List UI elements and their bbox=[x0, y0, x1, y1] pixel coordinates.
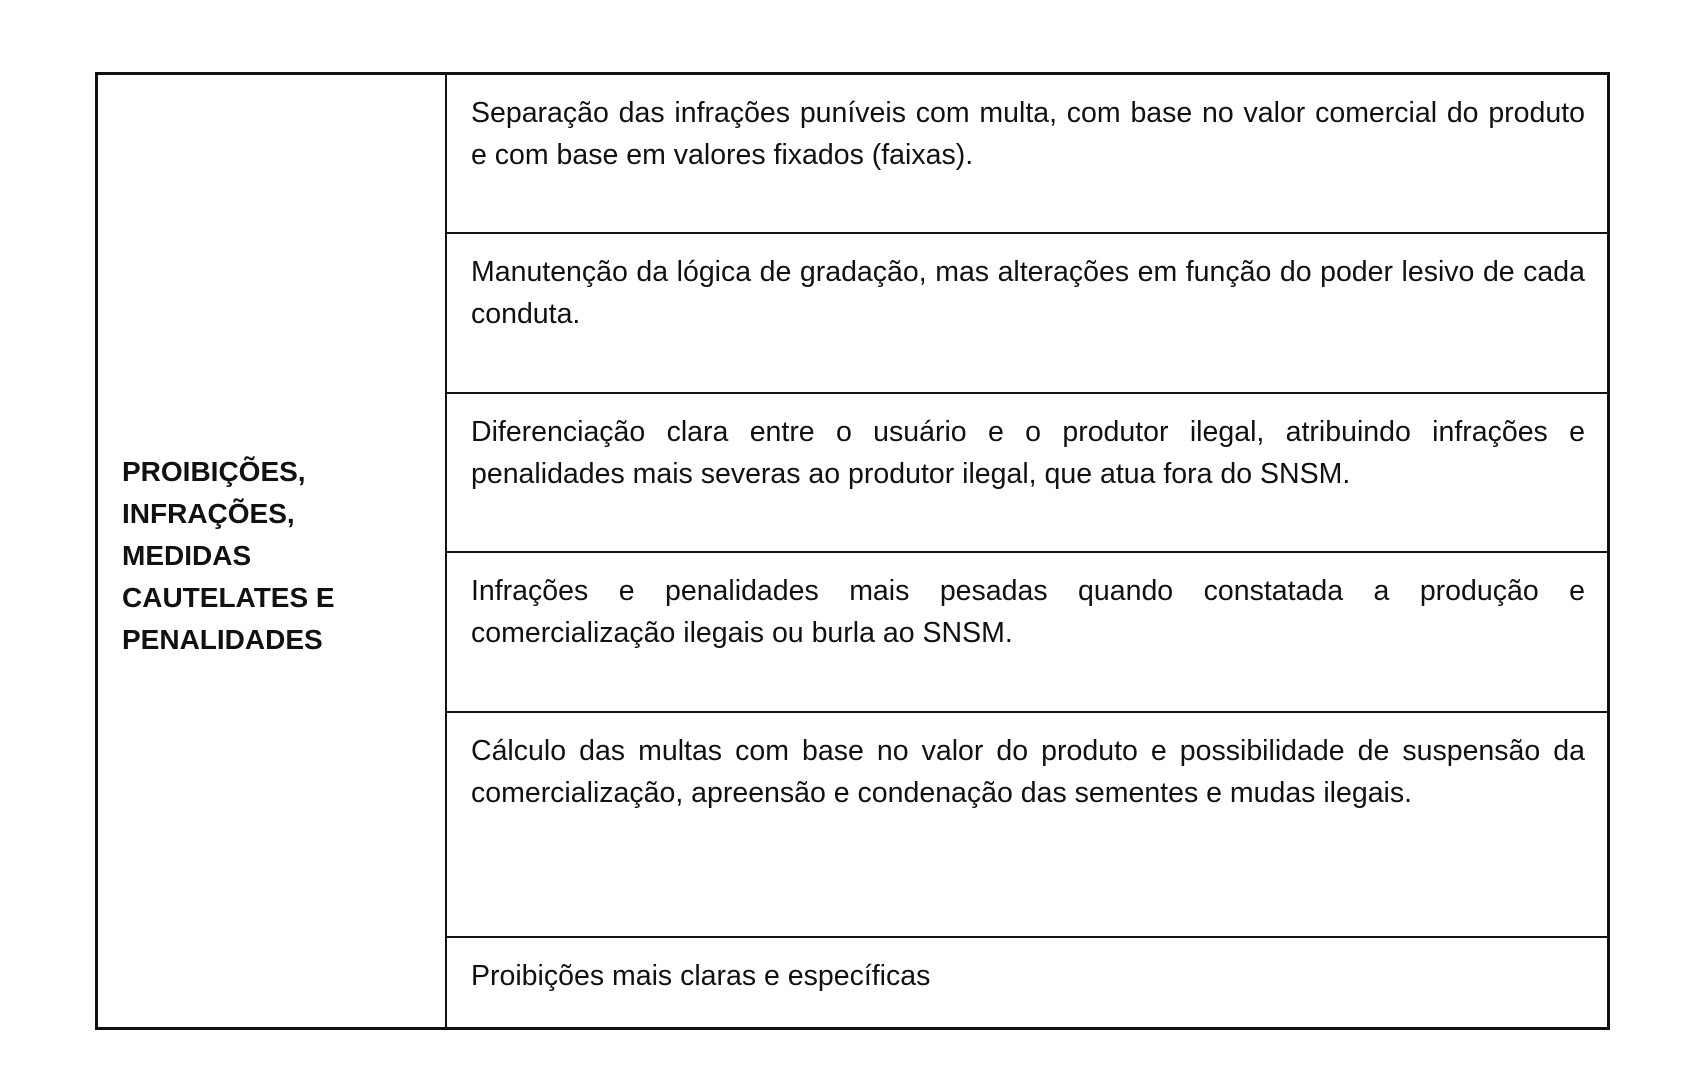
table-row: Infrações e penalidades mais pesadas quando constatada a produção e comercialização ilegais ou burla ao SNSM. bbox=[447, 553, 1607, 713]
table-row: Manutenção da lógica de gradação, mas alterações em função do poder lesivo de cada conduta. bbox=[447, 234, 1607, 394]
items-column bbox=[447, 75, 1607, 1027]
summary-table bbox=[95, 72, 1610, 1030]
table-row: Diferenciação clara entre o usuário e o produtor ilegal, atribuindo infrações e penalidades mais severas ao produtor ilegal, que atua fora do SNSM. bbox=[447, 394, 1607, 553]
table-row: Separação das infrações puníveis com multa, com base no valor comercial do produto e com base em valores fixados (faixas). bbox=[447, 75, 1607, 234]
table-row: Proibições mais claras e específicas bbox=[471, 960, 931, 992]
category-label: PROIBIÇÕES, INFRAÇÕES, MEDIDAS CAUTELATES E PENALIDADES bbox=[122, 456, 335, 655]
table-row: Cálculo das multas com base no valor do produto e possibilidade de suspensão da comercialização, apreensão e condenação das sementes e mudas ilegais. bbox=[447, 713, 1607, 938]
category-cell bbox=[98, 75, 447, 1027]
